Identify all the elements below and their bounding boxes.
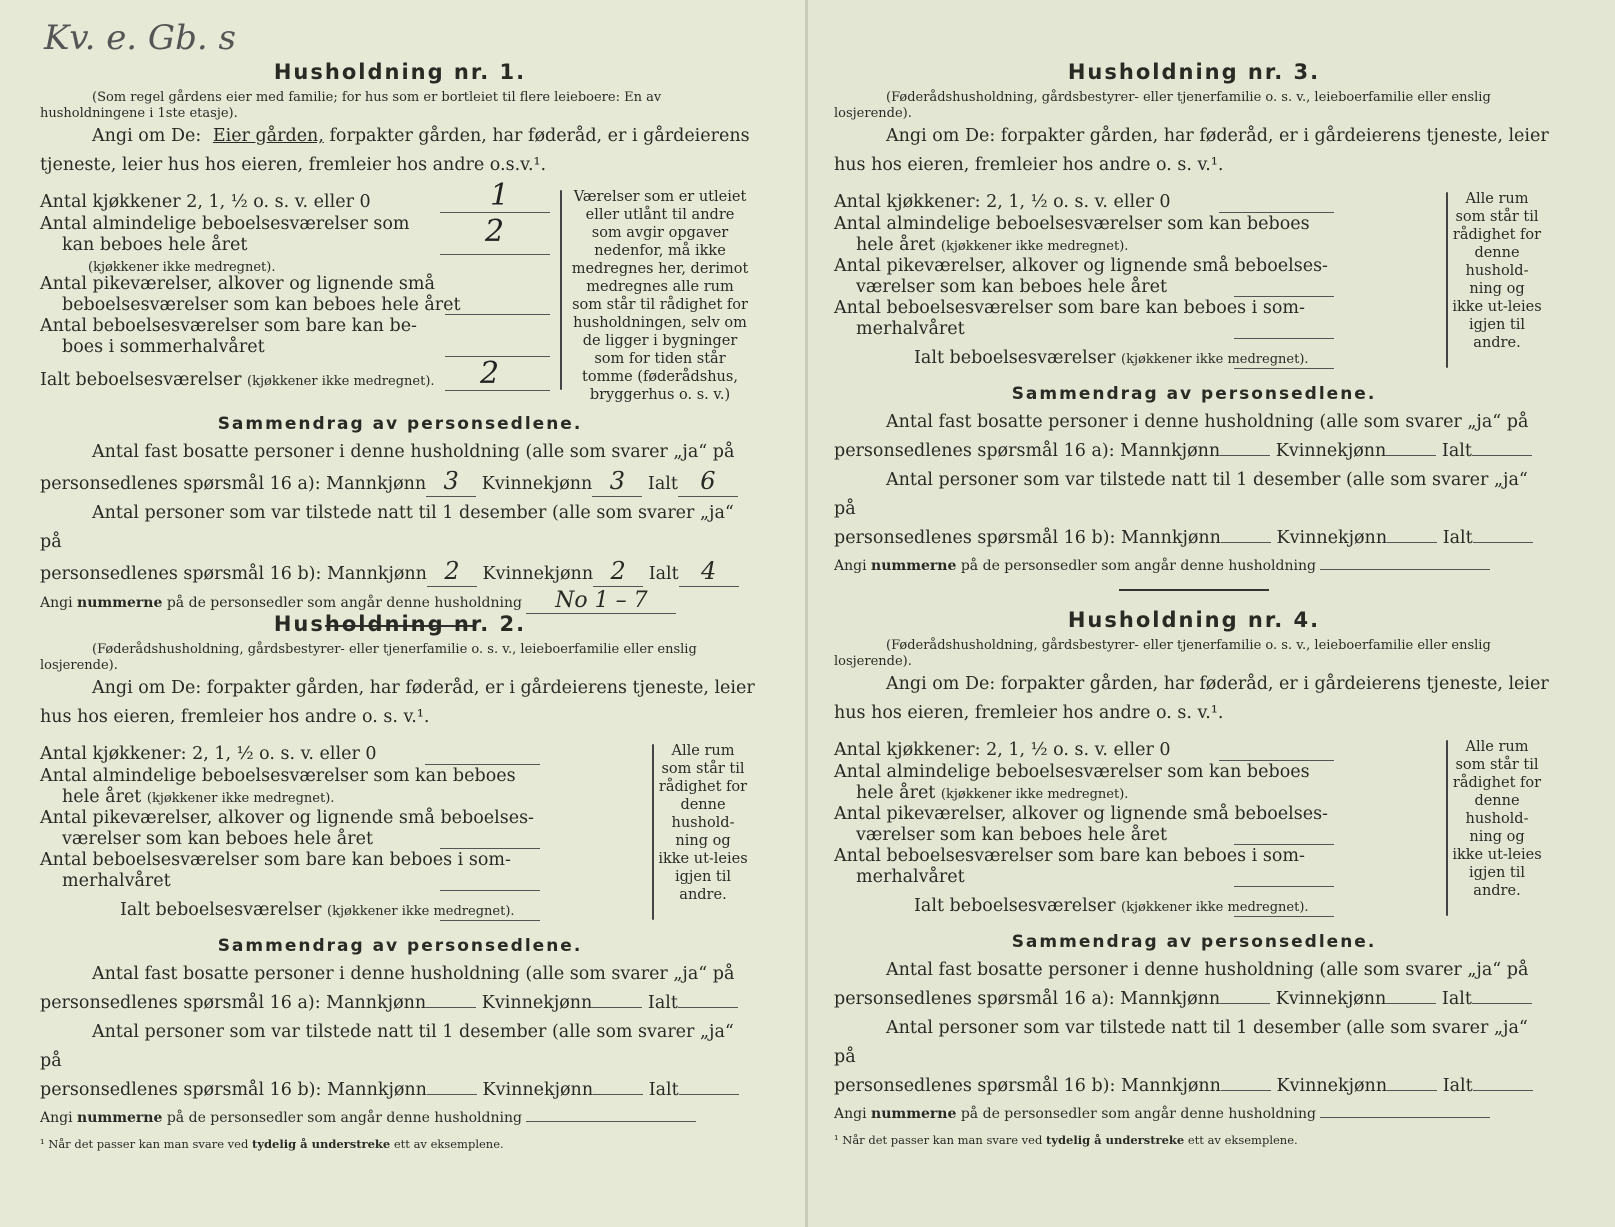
footnote-right: ¹ Når det passer kan man svare ved tydelig å understreke ett av eksemplene. <box>834 1133 1298 1147</box>
corner-handwritten-note: Kv. e. Gb. s <box>44 18 236 58</box>
resident-male-value: 3 <box>426 467 476 497</box>
household-3: Husholdning nr. 3. (Føderådshusholdning, gårdsbestyrer- eller tjenerfamilie o. s. v., leieboerfamilie eller enslig losjerende). Angi om De: forpakter gården, har føderåd, er i gårdeierens tjeneste, leier hus hos eieren, fremleier hos andre o. s. v.¹. Antal kjøkkener: 2, 1, ½ o. s. v. eller 0 Antal almindelige beboelsesværelser som kan beboes hele året (kjøkkener ikke medregnet). Antal pikeværelser, alkover og lignende små beboelses- værelser som kan beboes hele året Antal beboelsesværelser som bare kan beboes i som- merhalvåret Ialt beboelsesværelser (kjøkkener ikke medregnet). Alle rum som står til rådighet for denne hushold-ning og ikke ut-leies igjen til andre. Sammendrag av personsedlene. Antal fast bosatte personer i denne husholdning (alle som svarer „ja“ på personsedlenes spørsmål 16 a): Mannkjønn Kvinnekjønn Ialt Antal personer som var tilstede natt til 1 desember (alle som svarer „ja“ på personsedlenes spørsmål 16 b): Mannkjønn Kvinnekjønn Ialt Angi nummerne på de personsedler som angår denne husholdning <box>834 60 1554 601</box>
total-rooms-value: 2 <box>480 356 500 391</box>
household-3-title: Husholdning nr. 3. <box>1067 60 1321 84</box>
household-1-question: Angi om De: Eier gården, forpakter gården, har føderåd, er i gårdeierens tjeneste, leier hus hos eieren, fremleier hos andre o.s.v.¹. <box>40 126 750 175</box>
household-1-summary-title: Sammendrag av personsedlene. <box>217 414 583 434</box>
present-total-value: 4 <box>679 557 739 587</box>
household-1-side-note: Værelser som er utleiet eller utlånt til andre som avgir opgaver nedenfor, må ikke medregnes her, derimot medregnes alle rum som står til rådighet for husholdningen, selv om de ligger i bygninger som for tiden står tomme (føderådshus, bryggerhus o. s. v.) <box>571 189 749 403</box>
kitchens-value: 1 <box>490 178 510 213</box>
household-1-rooms: Antal kjøkkener 2, 1, ½ o. s. v. eller 0 1 Antal almindelige beboelsesværelser som kan beboes hele året 2 (kjøkkener ikke medregnet). Antal pikeværelser, alkover og lignende små beboelsesværelser som kan beboes hele året Antal beboelsesværelser som bare kan be- boes i sommerhalvåret Ialt beboelsesværelser (kjøkkener ikke medregnet). 2 Værelser som er utleiet eller utlånt til andre som avgir opgaver nedenfor, må ikke medregnes her, derimot medregnes alle rum som står til rådighet for husholdningen, selv om de ligger i bygninger som for tiden står tomme (føderådshus, bryggerhus o. s. v.) <box>40 178 749 403</box>
resident-total-value: 6 <box>678 467 738 497</box>
present-male-value: 2 <box>427 557 477 587</box>
household-1-title: Husholdning nr. 1. <box>273 60 527 84</box>
right-page <box>808 0 1615 1227</box>
resident-female-value: 3 <box>592 467 642 497</box>
household-2-title: Husholdning nr. 2. <box>273 612 527 636</box>
left-page <box>0 0 807 1227</box>
household-1: Husholdning nr. 1. (Som regel gårdens eier med familie; for hus som er bortleiet til flere leieboere: En av husholdningene i 1ste etasje). Angi om De: Eier gården, forpakter gården, har føderåd, er i gårdeierens tjeneste, leier hus hos eieren, fremleier hos andre o.s.v.¹. Antal kjøkkener 2, 1, ½ o. s. v. eller 0 1 Antal almindelige beboelsesværelser som kan beboes hele året 2 (kjøkkener ikke medregnet). Antal pikeværelser, alkover og lignende små beboelsesværelser som kan beboes hele året Antal beboelsesværelser som bare kan be- boes i sommerhalvåret Ialt beboelsesværelser (kjøkkener ikke medregnet). 2 Værelser som er utleiet eller utlånt til andre som avgir opgaver nedenfor, må ikke medregnes her, derimot medregnes alle rum som står til rådighet for husholdningen, selv om de ligger i bygninger som for tiden står tomme (føderådshus, bryggerhus o. s. v.) Sammendrag av personsedlene. Antal fast bosatte personer i denne husholdning (alle som svarer „ja“ på personsedlenes spørsmål 16 a): Mannkjønn 3 Kvinnekjønn 3 Ialt 6 Antal personer som var tilstede natt til 1 desember (alle som svarer „ja“ på personsedlenes spørsmål 16 b): Mannkjønn 2 Kvinnekjønn 2 Ialt 4 Angi nummerne på de personsedler som angår denne husholdning No 1 – 7 <box>40 60 760 637</box>
person-numbers-value: No 1 – 7 <box>526 589 676 614</box>
rooms-value: 2 <box>485 214 505 249</box>
household-1-note: (Som regel gårdens eier med familie; for hus som er bortleiet til flere leieboere: En av husholdningene i 1ste etasje). <box>40 90 662 121</box>
household-4-title: Husholdning nr. 4. <box>1067 608 1321 632</box>
household-4: Husholdning nr. 4. (Føderådshusholdning, gårdsbestyrer- eller tjenerfamilie o. s. v., leieboerfamilie eller enslig losjerende). Angi om De: forpakter gården, har føderåd, er i gårdeierens tjeneste, leier hus hos eieren, fremleier hos andre o. s. v.¹. Antal kjøkkener: 2, 1, ½ o. s. v. eller 0 Antal almindelige beboelsesværelser som kan beboes hele året (kjøkkener ikke medregnet). Antal pikeværelser, alkover og lignende små beboelses- værelser som kan beboes hele året Antal beboelsesværelser som bare kan beboes i som- merhalvåret Ialt beboelsesværelser (kjøkkener ikke medregnet). Alle rum som står til rådighet for denne hushold-ning og ikke ut-leies igjen til andre. Sammendrag av personsedlene. Antal fast bosatte personer i denne husholdning (alle som svarer „ja“ på personsedlenes spørsmål 16 a): Mannkjønn Kvinnekjønn Ialt Antal personer som var tilstede natt til 1 desember (alle som svarer „ja“ på personsedlenes spørsmål 16 b): Mannkjønn Kvinnekjønn Ialt Angi nummerne på de personsedler som angår denne husholdning ¹ Når det passer kan man svare ved tydelig å understreke ett av eksemplene. <box>834 608 1554 1147</box>
household-2: Husholdning nr. 2. (Føderådshusholdning, gårdsbestyrer- eller tjenerfamilie o. s. v., leieboerfamilie eller enslig losjerende). Angi om De: forpakter gården, har føderåd, er i gårdeierens tjeneste, leier hus hos eieren, fremleier hos andre o. s. v.¹. Antal kjøkkener: 2, 1, ½ o. s. v. eller 0 Antal almindelige beboelsesværelser som kan beboes hele året (kjøkkener ikke medregnet). Antal pikeværelser, alkover og lignende små beboelses- værelser som kan beboes hele året Antal beboelsesværelser som bare kan beboes i som- merhalvåret Ialt beboelsesværelser (kjøkkener ikke medregnet). Alle rum som står til rådighet for denne hushold-ning og ikke ut-leies igjen til andre. Sammendrag av personsedlene. Antal fast bosatte personer i denne husholdning (alle som svarer „ja“ på personsedlenes spørsmål 16 a): Mannkjønn Kvinnekjønn Ialt Antal personer som var tilstede natt til 1 desember (alle som svarer „ja“ på personsedlenes spørsmål 16 b): Mannkjønn Kvinnekjønn Ialt Angi nummerne på de personsedler som angår denne husholdning ¹ Når det passer kan man svare ved tydelig å understreke ett av eksemplene. <box>40 612 760 1151</box>
present-female-value: 2 <box>593 557 643 587</box>
footnote-left: ¹ Når det passer kan man svare ved tydelig å understreke ett av eksemplene. <box>40 1137 504 1151</box>
owner-answer-underlined: Eier gården, <box>212 126 324 146</box>
